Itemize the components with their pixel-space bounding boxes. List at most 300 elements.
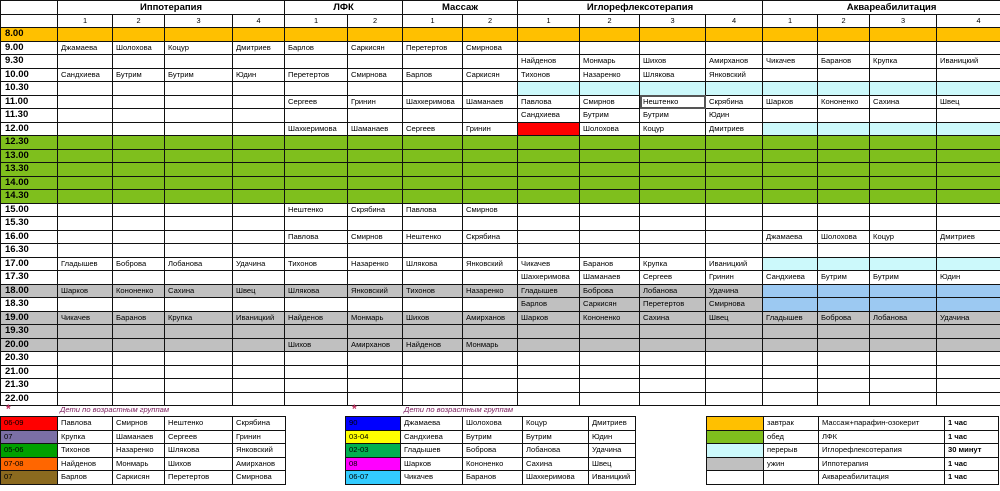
schedule-cell[interactable] <box>58 365 113 379</box>
schedule-cell[interactable] <box>165 122 233 136</box>
schedule-cell[interactable] <box>640 136 706 150</box>
schedule-cell[interactable] <box>640 230 706 244</box>
schedule-cell[interactable]: Боброва <box>818 311 870 325</box>
schedule-cell[interactable]: Крупка <box>165 311 233 325</box>
schedule-cell[interactable]: Шихов <box>285 338 348 352</box>
schedule-cell[interactable]: Баранов <box>580 257 640 271</box>
schedule-cell[interactable] <box>640 163 706 177</box>
schedule-cell[interactable] <box>580 82 640 96</box>
schedule-cell[interactable]: Гринин <box>706 271 763 285</box>
schedule-cell[interactable] <box>58 122 113 136</box>
schedule-cell[interactable] <box>763 109 818 123</box>
schedule-cell[interactable]: Гринин <box>348 95 403 109</box>
schedule-cell[interactable] <box>165 136 233 150</box>
schedule-cell[interactable]: Чикачев <box>518 257 580 271</box>
schedule-cell[interactable] <box>763 163 818 177</box>
schedule-cell[interactable]: Назаренко <box>348 257 403 271</box>
schedule-cell[interactable] <box>818 365 870 379</box>
schedule-cell[interactable] <box>113 176 165 190</box>
schedule-cell[interactable] <box>113 338 165 352</box>
schedule-cell[interactable] <box>58 203 113 217</box>
schedule-cell[interactable] <box>763 325 818 339</box>
schedule-cell[interactable]: Шахкеримова <box>285 122 348 136</box>
schedule-cell[interactable] <box>113 136 165 150</box>
schedule-cell[interactable] <box>937 28 1000 42</box>
schedule-cell[interactable] <box>706 176 763 190</box>
schedule-cell[interactable] <box>58 28 113 42</box>
schedule-cell[interactable] <box>165 298 233 312</box>
schedule-cell[interactable] <box>518 244 580 258</box>
schedule-cell[interactable]: Перетертов <box>640 298 706 312</box>
schedule-cell[interactable]: Барлов <box>285 41 348 55</box>
schedule-cell[interactable]: Бутрим <box>165 68 233 82</box>
schedule-cell[interactable]: Павлова <box>285 230 348 244</box>
schedule-cell[interactable]: Перетертов <box>285 68 348 82</box>
schedule-cell[interactable] <box>818 122 870 136</box>
schedule-cell[interactable] <box>463 55 518 69</box>
schedule-cell[interactable] <box>937 176 1000 190</box>
schedule-cell[interactable]: Удачина <box>233 257 285 271</box>
schedule-cell[interactable] <box>870 379 937 393</box>
schedule-cell[interactable] <box>937 82 1000 96</box>
schedule-cell[interactable] <box>518 352 580 366</box>
schedule-cell[interactable] <box>403 244 463 258</box>
schedule-cell[interactable] <box>165 271 233 285</box>
schedule-cell[interactable] <box>463 352 518 366</box>
schedule-cell[interactable] <box>870 68 937 82</box>
schedule-cell[interactable] <box>640 149 706 163</box>
schedule-cell[interactable]: Амирханов <box>348 338 403 352</box>
schedule-cell[interactable] <box>165 203 233 217</box>
schedule-cell[interactable]: Нештенко <box>640 95 706 109</box>
schedule-cell[interactable] <box>640 28 706 42</box>
schedule-cell[interactable] <box>233 271 285 285</box>
schedule-cell[interactable] <box>285 271 348 285</box>
schedule-cell[interactable] <box>937 122 1000 136</box>
schedule-cell[interactable] <box>403 365 463 379</box>
schedule-cell[interactable] <box>580 41 640 55</box>
schedule-cell[interactable]: Бутрим <box>113 68 165 82</box>
schedule-cell[interactable] <box>937 163 1000 177</box>
schedule-cell[interactable] <box>403 298 463 312</box>
schedule-cell[interactable] <box>403 271 463 285</box>
schedule-cell[interactable]: Смирнов <box>463 203 518 217</box>
schedule-cell[interactable] <box>580 325 640 339</box>
schedule-cell[interactable] <box>233 163 285 177</box>
schedule-cell[interactable] <box>870 284 937 298</box>
schedule-cell[interactable] <box>463 82 518 96</box>
schedule-cell[interactable] <box>285 217 348 231</box>
schedule-cell[interactable]: Коцур <box>870 230 937 244</box>
schedule-cell[interactable] <box>763 298 818 312</box>
schedule-cell[interactable] <box>870 176 937 190</box>
schedule-cell[interactable] <box>348 217 403 231</box>
schedule-cell[interactable] <box>818 136 870 150</box>
schedule-cell[interactable] <box>113 203 165 217</box>
schedule-cell[interactable] <box>58 136 113 150</box>
schedule-cell[interactable] <box>165 217 233 231</box>
schedule-cell[interactable] <box>165 365 233 379</box>
schedule-cell[interactable]: Шихов <box>640 55 706 69</box>
schedule-cell[interactable] <box>463 28 518 42</box>
schedule-cell[interactable] <box>113 109 165 123</box>
schedule-cell[interactable] <box>763 352 818 366</box>
schedule-cell[interactable] <box>580 163 640 177</box>
schedule-cell[interactable] <box>113 163 165 177</box>
schedule-cell[interactable] <box>348 190 403 204</box>
schedule-cell[interactable]: Юдин <box>233 68 285 82</box>
schedule-cell[interactable] <box>763 365 818 379</box>
schedule-cell[interactable]: Гладышев <box>518 284 580 298</box>
schedule-cell[interactable] <box>285 365 348 379</box>
schedule-cell[interactable] <box>58 82 113 96</box>
schedule-cell[interactable]: Крупка <box>640 257 706 271</box>
schedule-cell[interactable] <box>763 136 818 150</box>
schedule-cell[interactable] <box>58 217 113 231</box>
schedule-cell[interactable]: Швец <box>937 95 1000 109</box>
schedule-cell[interactable] <box>937 109 1000 123</box>
schedule-cell[interactable]: Шлякова <box>285 284 348 298</box>
schedule-cell[interactable] <box>165 190 233 204</box>
schedule-cell[interactable] <box>113 149 165 163</box>
schedule-cell[interactable] <box>113 379 165 393</box>
schedule-cell[interactable]: Сергеев <box>285 95 348 109</box>
schedule-cell[interactable] <box>706 190 763 204</box>
schedule-cell[interactable] <box>818 68 870 82</box>
schedule-cell[interactable] <box>580 352 640 366</box>
schedule-cell[interactable] <box>348 325 403 339</box>
schedule-cell[interactable] <box>937 149 1000 163</box>
schedule-cell[interactable] <box>818 257 870 271</box>
schedule-cell[interactable] <box>165 379 233 393</box>
schedule-cell[interactable] <box>165 95 233 109</box>
schedule-cell[interactable] <box>165 163 233 177</box>
schedule-cell[interactable] <box>640 82 706 96</box>
schedule-cell[interactable] <box>285 298 348 312</box>
schedule-cell[interactable] <box>818 325 870 339</box>
schedule-cell[interactable] <box>165 149 233 163</box>
schedule-cell[interactable]: Сахина <box>870 95 937 109</box>
schedule-cell[interactable]: Скрябина <box>348 203 403 217</box>
schedule-cell[interactable] <box>113 95 165 109</box>
schedule-cell[interactable]: Коцур <box>640 122 706 136</box>
schedule-cell[interactable] <box>763 379 818 393</box>
schedule-cell[interactable] <box>580 28 640 42</box>
schedule-cell[interactable] <box>518 338 580 352</box>
schedule-cell[interactable] <box>937 298 1000 312</box>
schedule-cell[interactable]: Боброва <box>580 284 640 298</box>
schedule-cell[interactable] <box>706 352 763 366</box>
schedule-cell[interactable] <box>518 379 580 393</box>
schedule-cell[interactable] <box>640 217 706 231</box>
schedule-cell[interactable]: Назаренко <box>580 68 640 82</box>
schedule-cell[interactable] <box>580 190 640 204</box>
schedule-cell[interactable] <box>463 379 518 393</box>
schedule-cell[interactable] <box>165 325 233 339</box>
schedule-cell[interactable] <box>706 136 763 150</box>
schedule-cell[interactable] <box>348 163 403 177</box>
schedule-cell[interactable]: Скрябина <box>706 95 763 109</box>
schedule-cell[interactable] <box>463 365 518 379</box>
schedule-cell[interactable] <box>58 325 113 339</box>
schedule-cell[interactable]: Бутрим <box>818 271 870 285</box>
schedule-cell[interactable] <box>640 379 706 393</box>
schedule-cell[interactable] <box>403 176 463 190</box>
schedule-cell[interactable]: Назаренко <box>463 284 518 298</box>
schedule-cell[interactable] <box>58 190 113 204</box>
schedule-cell[interactable] <box>233 244 285 258</box>
schedule-cell[interactable]: Гладышев <box>58 257 113 271</box>
schedule-cell[interactable] <box>403 82 463 96</box>
schedule-cell[interactable] <box>463 163 518 177</box>
schedule-cell[interactable] <box>870 298 937 312</box>
schedule-cell[interactable] <box>348 379 403 393</box>
schedule-cell[interactable] <box>348 352 403 366</box>
schedule-cell[interactable] <box>58 55 113 69</box>
schedule-cell[interactable] <box>285 149 348 163</box>
schedule-cell[interactable] <box>937 284 1000 298</box>
schedule-cell[interactable] <box>870 122 937 136</box>
schedule-cell[interactable]: Янковский <box>463 257 518 271</box>
schedule-cell[interactable] <box>233 149 285 163</box>
schedule-cell[interactable] <box>818 28 870 42</box>
schedule-cell[interactable] <box>870 365 937 379</box>
schedule-cell[interactable] <box>165 28 233 42</box>
schedule-cell[interactable] <box>640 365 706 379</box>
schedule-cell[interactable] <box>518 41 580 55</box>
schedule-cell[interactable] <box>937 217 1000 231</box>
schedule-cell[interactable]: Гладышев <box>763 311 818 325</box>
schedule-cell[interactable]: Смирнова <box>348 68 403 82</box>
schedule-cell[interactable]: Павлова <box>403 203 463 217</box>
schedule-cell[interactable] <box>518 365 580 379</box>
schedule-cell[interactable]: Монмарь <box>348 311 403 325</box>
schedule-cell[interactable] <box>348 271 403 285</box>
schedule-cell[interactable] <box>937 257 1000 271</box>
schedule-cell[interactable] <box>463 271 518 285</box>
schedule-cell[interactable] <box>285 379 348 393</box>
schedule-cell[interactable] <box>870 136 937 150</box>
schedule-cell[interactable] <box>233 379 285 393</box>
schedule-cell[interactable] <box>580 203 640 217</box>
schedule-cell[interactable] <box>818 109 870 123</box>
schedule-cell[interactable] <box>706 149 763 163</box>
schedule-cell[interactable] <box>113 190 165 204</box>
schedule-cell[interactable]: Шаманаев <box>580 271 640 285</box>
schedule-cell[interactable] <box>58 95 113 109</box>
schedule-cell[interactable] <box>403 149 463 163</box>
schedule-cell[interactable]: Шлякова <box>403 257 463 271</box>
schedule-cell[interactable] <box>285 109 348 123</box>
schedule-cell[interactable]: Шаманаев <box>463 95 518 109</box>
schedule-cell[interactable]: Сандхиева <box>58 68 113 82</box>
schedule-cell[interactable] <box>233 338 285 352</box>
schedule-cell[interactable] <box>348 149 403 163</box>
schedule-cell[interactable] <box>165 55 233 69</box>
schedule-cell[interactable] <box>870 163 937 177</box>
schedule-cell[interactable] <box>403 109 463 123</box>
schedule-cell[interactable]: Баранов <box>113 311 165 325</box>
schedule-cell[interactable] <box>518 163 580 177</box>
schedule-cell[interactable] <box>763 190 818 204</box>
schedule-cell[interactable]: Шолохова <box>818 230 870 244</box>
schedule-cell[interactable] <box>706 244 763 258</box>
schedule-cell[interactable]: Боброва <box>113 257 165 271</box>
schedule-cell[interactable]: Тихонов <box>403 284 463 298</box>
schedule-cell[interactable]: Бутрим <box>870 271 937 285</box>
schedule-cell[interactable] <box>518 176 580 190</box>
schedule-cell[interactable] <box>285 55 348 69</box>
schedule-cell[interactable] <box>463 136 518 150</box>
schedule-cell[interactable] <box>518 190 580 204</box>
schedule-cell[interactable] <box>58 379 113 393</box>
schedule-cell[interactable] <box>233 136 285 150</box>
schedule-cell[interactable]: Шарков <box>58 284 113 298</box>
schedule-cell[interactable] <box>58 271 113 285</box>
schedule-cell[interactable]: Саркисян <box>348 41 403 55</box>
schedule-cell[interactable]: Смирнова <box>706 298 763 312</box>
schedule-cell[interactable] <box>403 136 463 150</box>
schedule-cell[interactable]: Смирнова <box>463 41 518 55</box>
schedule-cell[interactable] <box>58 149 113 163</box>
schedule-cell[interactable] <box>113 28 165 42</box>
schedule-cell[interactable] <box>870 149 937 163</box>
schedule-cell[interactable] <box>233 122 285 136</box>
schedule-cell[interactable] <box>870 82 937 96</box>
schedule-cell[interactable] <box>818 41 870 55</box>
schedule-cell[interactable]: Нештенко <box>285 203 348 217</box>
schedule-cell[interactable] <box>285 176 348 190</box>
schedule-cell[interactable] <box>640 203 706 217</box>
schedule-cell[interactable]: Найденов <box>285 311 348 325</box>
schedule-cell[interactable]: Баранов <box>818 55 870 69</box>
schedule-cell[interactable] <box>113 217 165 231</box>
schedule-cell[interactable]: Иваницкий <box>233 311 285 325</box>
schedule-cell[interactable] <box>285 352 348 366</box>
schedule-cell[interactable] <box>113 298 165 312</box>
schedule-cell[interactable] <box>165 244 233 258</box>
schedule-cell[interactable] <box>403 190 463 204</box>
schedule-cell[interactable] <box>937 244 1000 258</box>
schedule-cell[interactable]: Дмитриев <box>233 41 285 55</box>
schedule-cell[interactable]: Павлова <box>518 95 580 109</box>
schedule-cell[interactable]: Юдин <box>937 271 1000 285</box>
schedule-cell[interactable] <box>937 379 1000 393</box>
schedule-cell[interactable] <box>348 176 403 190</box>
schedule-cell[interactable] <box>113 244 165 258</box>
schedule-cell[interactable] <box>763 217 818 231</box>
schedule-cell[interactable]: Барлов <box>518 298 580 312</box>
schedule-cell[interactable]: Тихонов <box>518 68 580 82</box>
schedule-cell[interactable]: Лобанова <box>870 311 937 325</box>
schedule-cell[interactable]: Шахкеримова <box>518 271 580 285</box>
schedule-cell[interactable] <box>463 325 518 339</box>
schedule-cell[interactable] <box>348 244 403 258</box>
schedule-cell[interactable] <box>937 41 1000 55</box>
schedule-cell[interactable] <box>233 230 285 244</box>
schedule-cell[interactable]: Тихонов <box>285 257 348 271</box>
schedule-cell[interactable] <box>233 28 285 42</box>
schedule-cell[interactable]: Удачина <box>706 284 763 298</box>
schedule-cell[interactable] <box>233 365 285 379</box>
schedule-cell[interactable]: Янковский <box>348 284 403 298</box>
schedule-cell[interactable] <box>233 352 285 366</box>
schedule-cell[interactable] <box>463 109 518 123</box>
schedule-cell[interactable] <box>818 163 870 177</box>
schedule-cell[interactable] <box>763 338 818 352</box>
schedule-cell[interactable] <box>763 176 818 190</box>
schedule-cell[interactable]: Крупка <box>870 55 937 69</box>
schedule-cell[interactable] <box>285 136 348 150</box>
schedule-cell[interactable] <box>348 109 403 123</box>
schedule-cell[interactable]: Монмарь <box>463 338 518 352</box>
schedule-cell[interactable] <box>870 109 937 123</box>
schedule-cell[interactable] <box>763 284 818 298</box>
schedule-cell[interactable]: Иваницкий <box>706 257 763 271</box>
schedule-cell[interactable] <box>818 298 870 312</box>
schedule-cell[interactable] <box>818 284 870 298</box>
schedule-cell[interactable]: Юдин <box>706 109 763 123</box>
schedule-cell[interactable] <box>870 217 937 231</box>
schedule-cell[interactable] <box>403 28 463 42</box>
schedule-cell[interactable]: Сахина <box>165 284 233 298</box>
schedule-cell[interactable] <box>518 122 580 136</box>
schedule-cell[interactable] <box>706 82 763 96</box>
schedule-cell[interactable] <box>937 352 1000 366</box>
schedule-cell[interactable] <box>763 122 818 136</box>
schedule-cell[interactable] <box>870 257 937 271</box>
schedule-cell[interactable] <box>518 136 580 150</box>
schedule-cell[interactable] <box>706 230 763 244</box>
schedule-cell[interactable]: Коцур <box>165 41 233 55</box>
schedule-cell[interactable] <box>818 352 870 366</box>
schedule-cell[interactable] <box>403 217 463 231</box>
schedule-cell[interactable] <box>348 136 403 150</box>
schedule-cell[interactable] <box>165 338 233 352</box>
schedule-cell[interactable] <box>937 325 1000 339</box>
schedule-cell[interactable]: Швец <box>233 284 285 298</box>
schedule-cell[interactable] <box>640 176 706 190</box>
schedule-cell[interactable] <box>233 95 285 109</box>
schedule-cell[interactable] <box>403 352 463 366</box>
schedule-cell[interactable]: Шахкеримова <box>403 95 463 109</box>
schedule-cell[interactable] <box>113 55 165 69</box>
schedule-cell[interactable] <box>818 190 870 204</box>
schedule-cell[interactable] <box>348 55 403 69</box>
schedule-cell[interactable] <box>233 190 285 204</box>
schedule-cell[interactable] <box>58 298 113 312</box>
schedule-cell[interactable] <box>763 244 818 258</box>
schedule-cell[interactable]: Дмитриев <box>937 230 1000 244</box>
schedule-cell[interactable] <box>870 338 937 352</box>
schedule-cell[interactable] <box>233 55 285 69</box>
schedule-cell[interactable]: Амирханов <box>463 311 518 325</box>
schedule-cell[interactable] <box>640 244 706 258</box>
schedule-cell[interactable] <box>58 338 113 352</box>
schedule-cell[interactable]: Янковский <box>706 68 763 82</box>
schedule-cell[interactable] <box>58 244 113 258</box>
schedule-cell[interactable] <box>518 325 580 339</box>
schedule-cell[interactable] <box>763 68 818 82</box>
schedule-cell[interactable]: Дмитриев <box>706 122 763 136</box>
schedule-cell[interactable] <box>518 230 580 244</box>
schedule-cell[interactable] <box>580 230 640 244</box>
schedule-cell[interactable] <box>870 352 937 366</box>
schedule-cell[interactable]: Смирнов <box>348 230 403 244</box>
schedule-cell[interactable] <box>640 352 706 366</box>
schedule-cell[interactable] <box>518 217 580 231</box>
schedule-cell[interactable] <box>580 149 640 163</box>
